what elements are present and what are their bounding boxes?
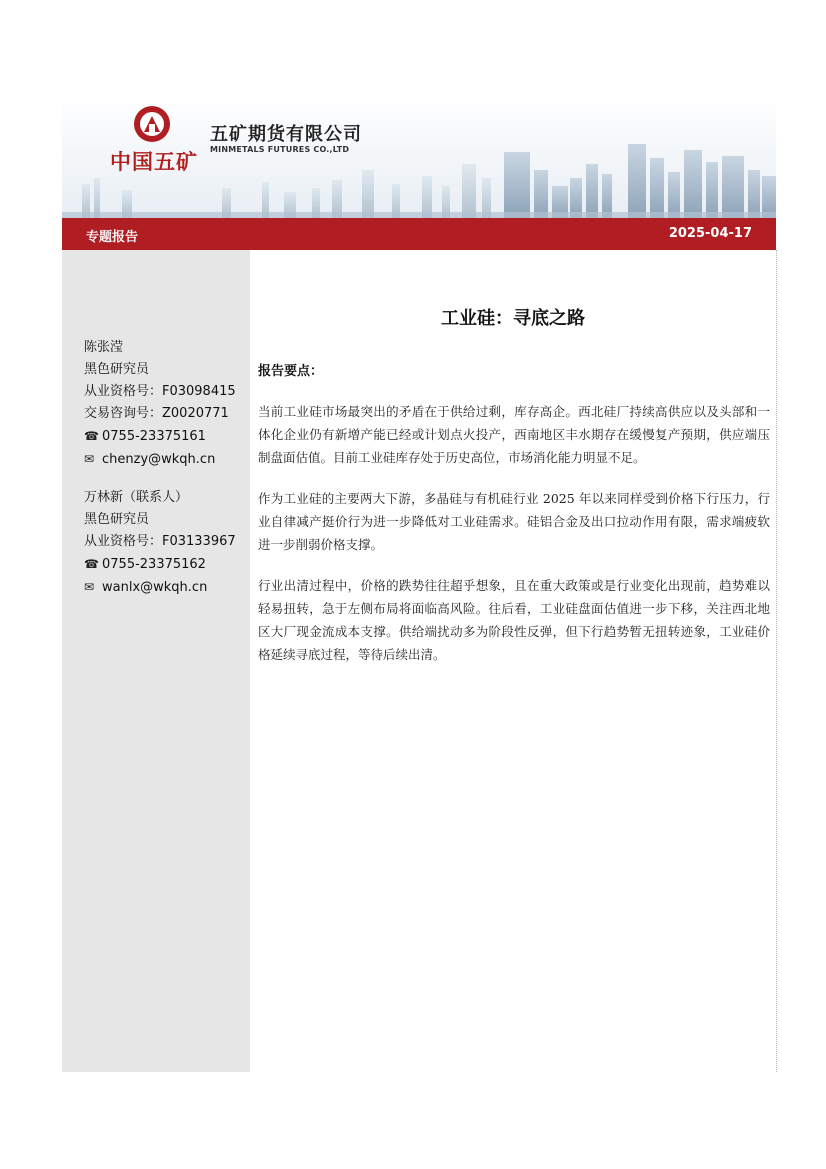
author-card xyxy=(84,337,236,471)
highlight-paragraph: 当前工业硅市场最突出的矛盾在于供给过剩，库存高企。西北硅厂持续高供应以及头部和一体化企业仍有新增产能已经或计划点火投产，西南地区丰水期存在缓慢复产预期，供应端压制盘面估值。目前工业硅库存处于历史高位，市场消化能力明显不足。 xyxy=(258,404,770,465)
report-main-content xyxy=(250,250,777,1072)
phone-icon: ☎ xyxy=(84,429,99,443)
author-sidebar xyxy=(62,250,250,1072)
report-highlights-heading: 报告要点： xyxy=(258,364,324,379)
author-phone: 0755-23375162 xyxy=(102,557,206,572)
company-name-cn: 五矿期货有限公司 xyxy=(210,124,362,145)
company-name-en: MINMETALS FUTURES CO.,LTD xyxy=(210,145,350,154)
author-phone: 0755-23375161 xyxy=(102,429,206,444)
author-title: 黑色研究员 xyxy=(84,362,150,377)
report-type-bar xyxy=(62,218,776,250)
report-header xyxy=(62,92,776,218)
author-phone-row xyxy=(84,425,236,448)
author-email-row xyxy=(84,576,236,599)
author-license: 从业资格号：F03098415 xyxy=(84,384,236,399)
email-icon: ✉ xyxy=(84,580,95,594)
author-email[interactable]: chenzy@wkqh.cn xyxy=(102,452,216,467)
author-phone-row xyxy=(84,553,236,576)
author-title: 黑色研究员 xyxy=(84,512,150,527)
author-email[interactable]: wanlx@wkqh.cn xyxy=(102,580,208,595)
phone-icon: ☎ xyxy=(84,557,99,571)
report-title: 工业硅：寻底之路 xyxy=(441,308,585,329)
author-card xyxy=(84,487,236,599)
report-date: 2025-04-17 xyxy=(668,226,752,241)
highlight-paragraph: 行业出清过程中，价格的跌势往往超乎想象，且在重大政策或是行业变化出现前，趋势难以轻易扭转，急于左侧布局将面临高风险。往后看，工业硅盘面估值进一步下移，关注西北地区大厂现金流成本支撑。供给端扰动多为阶段性反弹，但下行趋势暂无扭转迹象，工业硅价格延续寻底过程，等待后续出清。 xyxy=(258,578,770,662)
highlight-paragraph: 作为工业硅的主要两大下游，多晶硅与有机硅行业 2025 年以来同样受到价格下行压力，行业自律减产挺价行为进一步降低对工业硅需求。硅铝合金及出口拉动作用有限，需求端疲软进一步削弱价格支撑。 xyxy=(258,491,770,552)
author-name: 陈张滢 xyxy=(84,340,124,355)
minmetals-logo-icon xyxy=(132,104,172,144)
author-name: 万林新（联系人） xyxy=(84,490,189,505)
email-icon: ✉ xyxy=(84,452,95,466)
author-consult-number: 交易咨询号：Z0020771 xyxy=(84,406,229,421)
author-license: 从业资格号：F03133967 xyxy=(84,534,236,549)
author-email-row xyxy=(84,448,236,471)
logo-text: 中国五矿 xyxy=(110,150,198,174)
report-type-label: 专题报告 xyxy=(86,230,139,245)
